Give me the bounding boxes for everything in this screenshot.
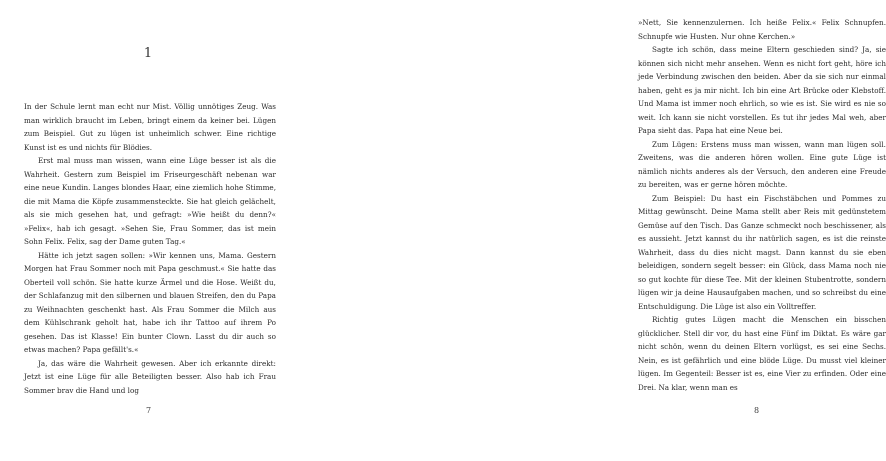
left-page xyxy=(0,0,300,461)
right-page xyxy=(300,0,886,461)
paragraph: Richtig gutes Lügen macht die Menschen ein bisschen glücklicher. Stell dir vor, du hast eine Fünf im Diktat. Es wäre gar nicht schön, wenn du deinen Eltern vorlügst, es sei eine Sechs. Nein, es ist gefährlich und eine blöde Lüge. Du musst viel kleiner lügen. Im Gegenteil: Besser ist es, eine Vier zu erfinden. Oder eine Drei. Na klar, wenn man es xyxy=(638,315,886,392)
paragraph: Ja, das wäre die Wahrheit gewesen. Aber ich erkannte direkt: Jetzt ist eine Lüge für alle Beteiligten besser. Also hab ich Frau Sommer brav die Hand und log xyxy=(24,358,276,395)
paragraph: Zum Beispiel: Du hast ein Fischstäbchen und Pommes zu Mittag gewünscht. Deine Mama stellt aber Reis mit gedünstetem Gemüse auf den Tisch. Das Ganze schmeckt noch beschissener, als es aussieht. Jetzt kannst du ihr natürlich sagen, es ist die reinste Wahrheit, dass du dies nicht magst. Dann kannst du sie eben beleidigen, sondern segelt besser: ein Glück, dass Mama noch nie so gut kochte für diese Tee. Mit der kleinen Stubentrotte, sondern lügen wir ja deine Hausaufgaben machen, und so schreibst du eine Entschuldigung. Die Lüge ist also ein Volltreffer. xyxy=(638,193,886,311)
paragraph: Sagte ich schön, dass meine Eltern geschieden sind? Ja, sie können sich nicht mehr ansehen. Wenn es nicht fort geht, höre ich jede Verbindung zwischen den beiden. Aber da sie sich nur einmal haben, geht es ja mir nicht. Ich bin eine Art Brücke oder Klebstoff. Und Mama ist immer noch ehrlich, so wie es ist. Sie wird es nie so weit. Ich kann sie nicht vorstellen. Es tut ihr jedes Mal weh, aber Papa sieht das. Papa hat eine Neue bei. xyxy=(638,45,886,135)
paragraph: Zum Lügen: Erstens muss man wissen, wann man lügen soll. Zweitens, was die anderen hören wollen. Eine gute Lüge ist nämlich nichts anderes als der Versuch, den anderen eine Freude zu bereiten, was er gerne hören möchte. xyxy=(638,139,886,189)
page-number: 7 xyxy=(146,406,152,415)
paragraph: Erst mal muss man wissen, wann eine Lüge besser ist als die Wahrheit. Gestern zum Beispiel im Friseurgeschäft nebenan war eine neue Kundin. Langes blondes Haar, eine ziemlich hohe Stimme, die mit Mama die Köpfe zusammensteckte. Sie hat gleich gelächelt, als sie mich gesehen hat, und gefragt: »Wie heißt du denn?« »Felix«, hab ich gesagt. »Sehen Sie, Frau Sommer, das ist mein Sohn Felix. Felix, sag der Dame guten Tag.« xyxy=(24,156,276,246)
paragraph: Hätte ich jetzt sagen sollen: »Wir kennen uns, Mama. Gestern Morgen hat Frau Sommer noch mit Papa geschmust.« Sie hatte das Oberteil voll schön. Sie hatte kurze Ärmel und die Hose. Weißt du, der Schlafanzug mit den silbernen und blauen Streifen, den du Papa zu Weihnachten geschenkt hast. Als Frau Sommer die Milch aus dem Kühlschrank geholt hat, habe ich ihr Tattoo auf ihrem Po gesehen. Das ist Klasse! Ein bunter Clown. Lasst du dir auch so etwas machen? Papa gefällt's.« xyxy=(24,250,276,354)
page-number: 8 xyxy=(754,406,760,415)
right-page-text xyxy=(638,16,886,394)
chapter-number: 1 xyxy=(143,46,153,61)
paragraph: »Nett, Sie kennenzulernen. Ich heiße Felix.« Felix Schnupfen. Schnupfe wie Husten. Nur ohne Kerchen.» xyxy=(638,18,886,41)
left-page-text xyxy=(24,100,276,397)
paragraph: In der Schule lernt man echt nur Mist. Völlig unnötiges Zeug. Was man wirklich braucht im Leben, bringt einem da keiner bei. Lügen zum Beispiel. Gut zu lügen ist unheimlich schwer. Eine richtige Kunst ist es und nichts für Blödies. xyxy=(24,102,276,152)
